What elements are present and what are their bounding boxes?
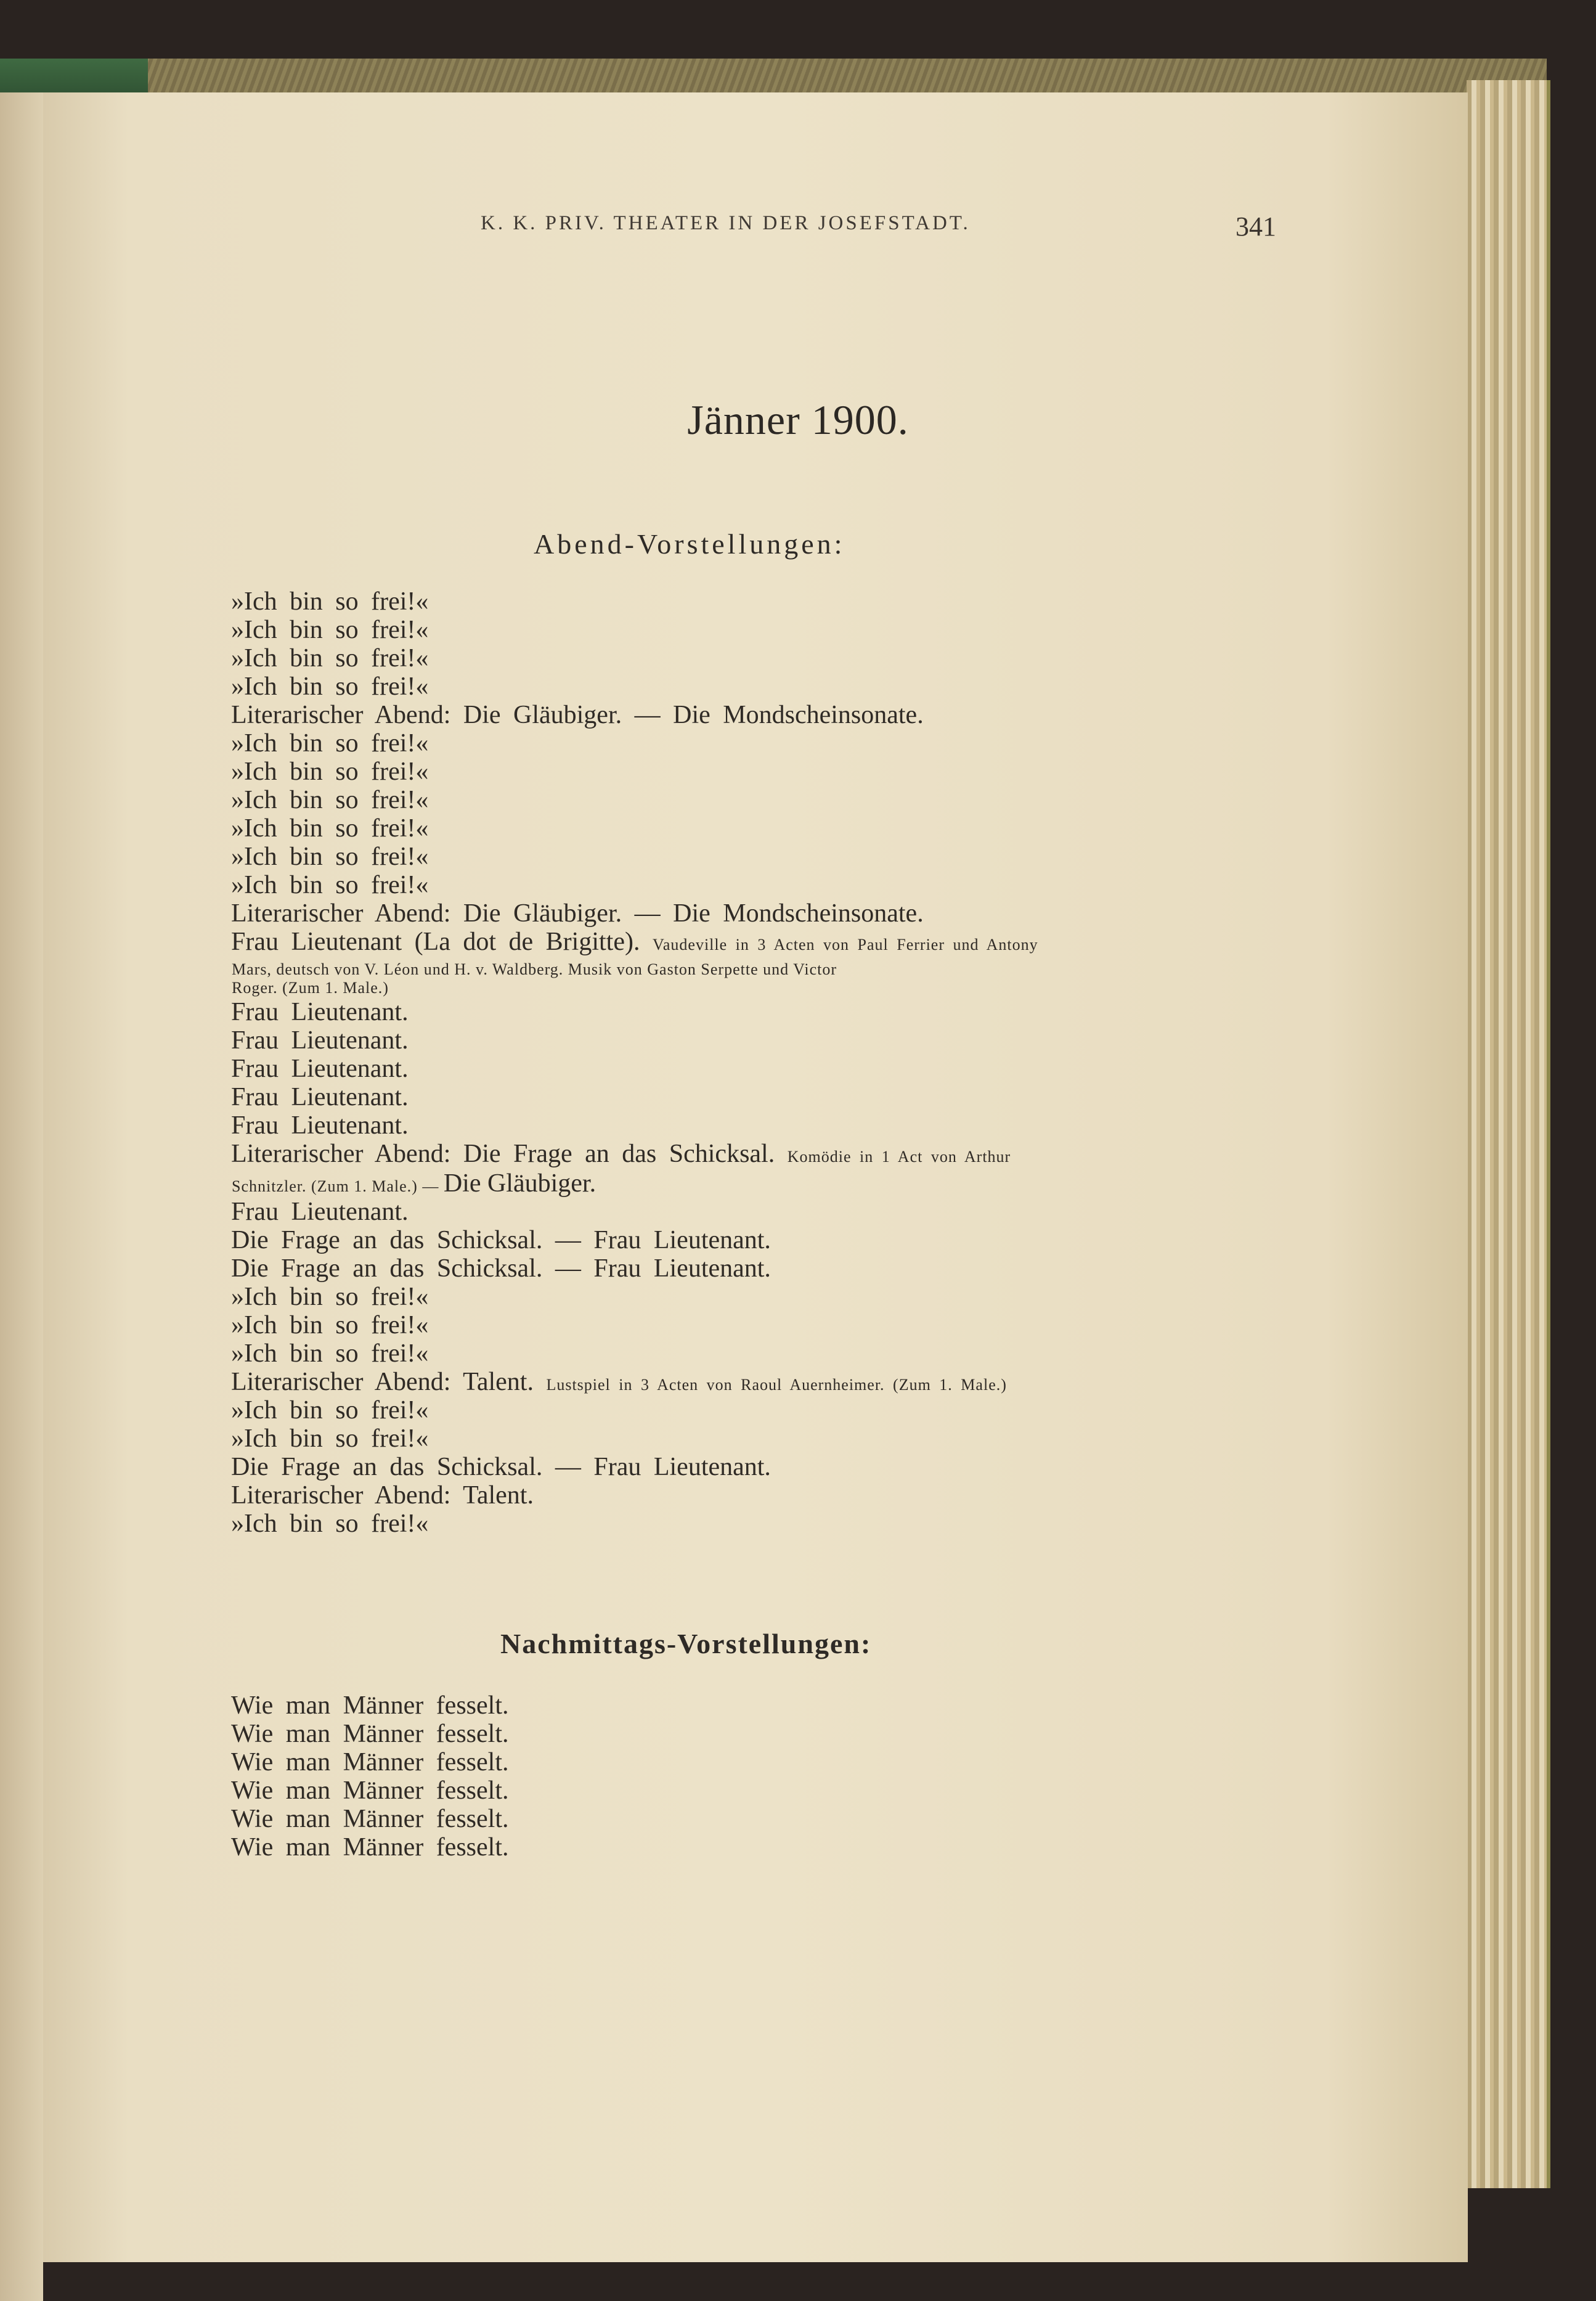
entry-text [231, 1339, 428, 1368]
entry-text [231, 785, 428, 815]
entry-title: »Ich bin so frei!« [231, 672, 429, 701]
entry-title: Frau Lieutenant. [231, 1055, 409, 1083]
entry-text [231, 1139, 1011, 1169]
page-title: Jänner 1900. [687, 396, 909, 443]
entry-text [231, 1254, 771, 1283]
running-head: K. K. PRIV. THEATER IN DER JOSEFSTADT. [481, 212, 971, 234]
entry-title: Die Frage an das Schicksal. — Frau Lieutenant. [231, 1226, 771, 1254]
entry-note: Lustspiel in 3 Acten von Raoul Auernheimer. (Zum 1. Male.) [546, 1376, 1007, 1394]
entry-text [231, 1197, 409, 1227]
entry-text [231, 899, 924, 928]
entry-title: Die Frage an das Schicksal. — Frau Lieutenant. [231, 1254, 771, 1283]
entry-title: Frau Lieutenant. [231, 998, 409, 1026]
entry-continuation: Roger. (Zum 1. Male.) [232, 979, 389, 997]
entry-note: Komödie in 1 Act von Arthur [787, 1148, 1011, 1166]
section-heading-abend: Abend-Vorstellungen: [534, 528, 845, 560]
entry-title: »Ich bin so frei!« [231, 843, 429, 871]
entry-title: Frau Lieutenant. [231, 1026, 409, 1055]
page-number: 341 [1236, 211, 1276, 242]
entry-title: »Ich bin so frei!« [231, 1311, 429, 1339]
entry-title: »Ich bin so frei!« [231, 871, 429, 899]
entry-title: Frau Lieutenant. [231, 1083, 409, 1111]
entry-title: »Ich bin so frei!« [231, 1283, 429, 1311]
entry-title: »Ich bin so frei!« [231, 1510, 429, 1538]
entry-text: Wie man Männer fesselt. [231, 1748, 509, 1776]
entry-text [231, 814, 428, 843]
entry-text [231, 729, 428, 758]
entry-title: »Ich bin so frei!« [231, 587, 429, 616]
entry-text [231, 1310, 428, 1340]
entry-text [231, 757, 428, 787]
entry-text: Wie man Männer fesselt. [231, 1805, 509, 1833]
entry-text [231, 1452, 771, 1482]
section-heading-nachmittag: Nachmittags-Vorstellungen: [500, 1628, 872, 1659]
entry-title: Die Frage an das Schicksal. — Frau Lieutenant. [231, 1453, 771, 1481]
entry-title: »Ich bin so frei!« [231, 616, 429, 644]
entry-text: Wie man Männer fesselt. [231, 1691, 509, 1720]
entry-title: Literarischer Abend: Talent. [231, 1481, 534, 1510]
entry-text [231, 927, 1038, 957]
entry-text [231, 1082, 409, 1112]
entry-text [231, 644, 428, 673]
entry-title: »Ich bin so frei!« [231, 1396, 429, 1424]
entry-text [231, 1424, 428, 1453]
entry-text: Wie man Männer fesselt. [231, 1833, 509, 1862]
entry-text [231, 1282, 428, 1312]
entry-title: Die Gläubiger. [443, 1169, 596, 1198]
entry-title: Literarischer Abend: Die Gläubiger. — Die Mondscheinsonate. [231, 701, 924, 729]
entry-text [231, 1225, 771, 1255]
entry-text [231, 997, 409, 1027]
entry-text [231, 1481, 534, 1510]
entry-title: Frau Lieutenant. [231, 1111, 409, 1140]
entry-title: »Ich bin so frei!« [231, 758, 429, 786]
entry-text [231, 1026, 409, 1055]
entry-text [231, 842, 428, 872]
entry-title: Literarischer Abend: Talent. [231, 1368, 534, 1396]
entry-text [231, 587, 428, 616]
entry-continuation [232, 1169, 596, 1198]
entry-text: Wie man Männer fesselt. [231, 1720, 509, 1748]
entry-title: Frau Lieutenant (La dot de Brigitte). [231, 928, 640, 956]
entry-title: Frau Lieutenant. [231, 1198, 409, 1226]
entry-text [231, 700, 924, 730]
entry-continuation: Mars, deutsch von V. Léon und H. v. Waldberg. Musik von Gaston Serpette und Victor [232, 960, 837, 978]
entry-title: »Ich bin so frei!« [231, 786, 429, 814]
entry-title: »Ich bin so frei!« [231, 1424, 429, 1453]
entry-title: Literarischer Abend: Die Gläubiger. — Die Mondscheinsonate. [231, 899, 924, 928]
entry-title: »Ich bin so frei!« [231, 1339, 429, 1368]
entry-text [231, 870, 428, 900]
entry-title: »Ich bin so frei!« [231, 644, 429, 672]
entry-text: Wie man Männer fesselt. [231, 1776, 509, 1805]
entry-text [231, 1396, 428, 1425]
entry-note: Schnitzler. (Zum 1. Male.) — [232, 1177, 439, 1195]
entry-text [231, 1111, 409, 1140]
entry-text [231, 1509, 428, 1539]
entry-text [231, 1054, 409, 1084]
entry-text [231, 672, 428, 701]
entry-text [231, 615, 428, 645]
entry-text [231, 1367, 1007, 1397]
entry-title: »Ich bin so frei!« [231, 729, 429, 758]
entry-title: »Ich bin so frei!« [231, 814, 429, 843]
entry-title: Literarischer Abend: Die Frage an das Schicksal. [231, 1140, 775, 1168]
entry-note: Vaudeville in 3 Acten von Paul Ferrier und Antony [652, 936, 1038, 954]
